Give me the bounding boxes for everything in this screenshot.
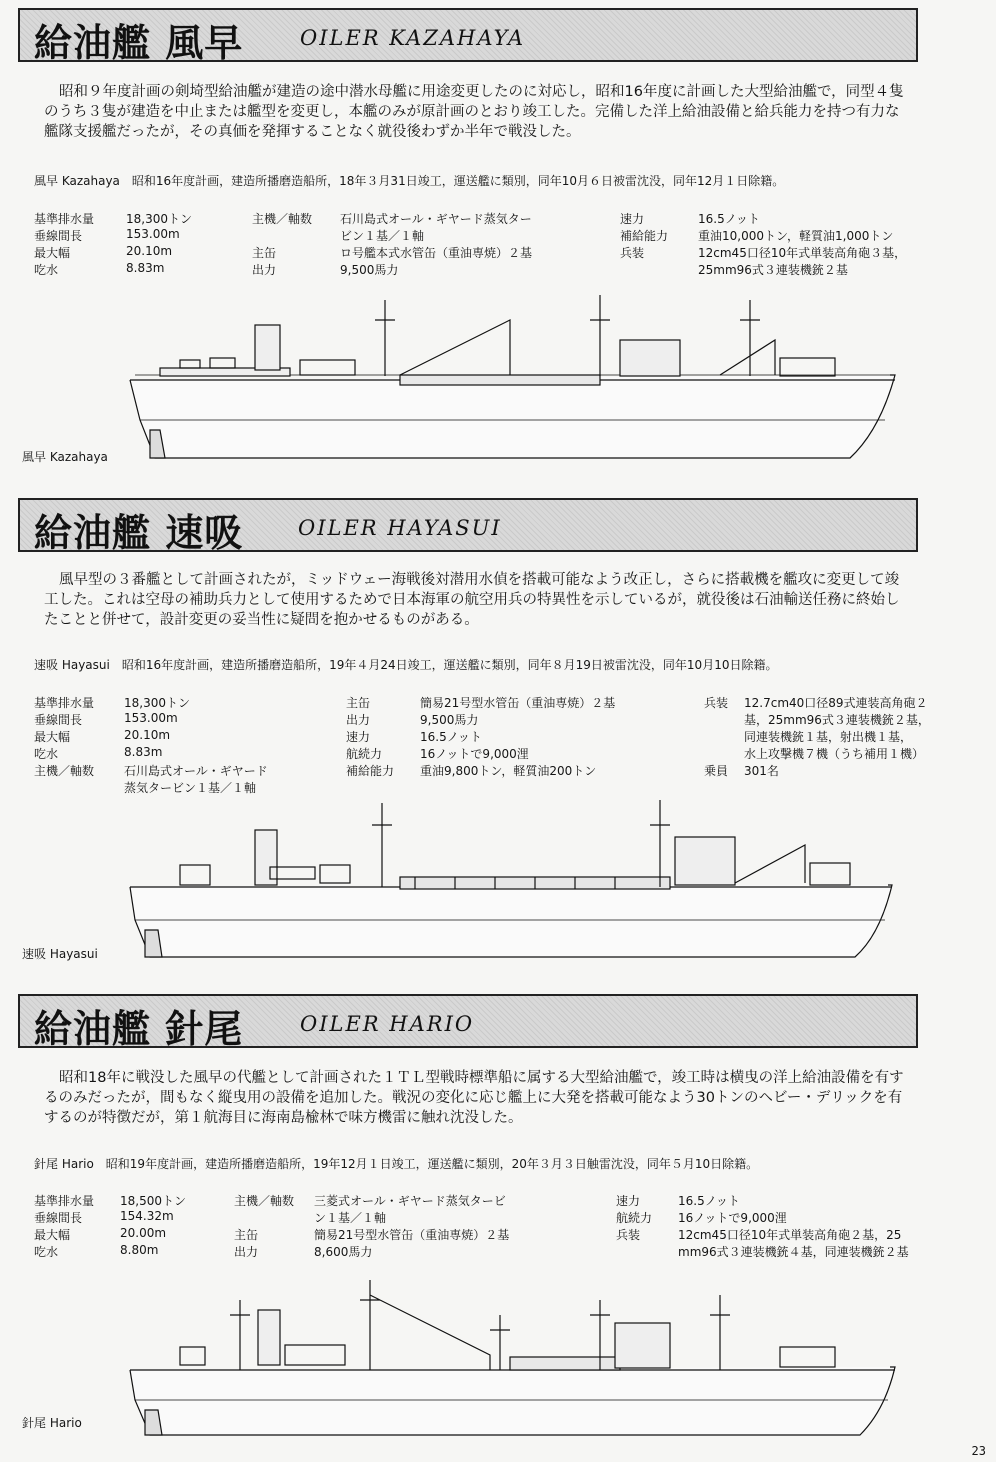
spec-label: 乗員 bbox=[704, 764, 729, 778]
ship-profile-drawing bbox=[120, 1275, 920, 1450]
spec-value: 石川島式オール・ギヤード蒸気ター bbox=[340, 212, 532, 226]
spec-value: 蒸気タービン１基／１軸 bbox=[124, 781, 257, 795]
spec-label: 吃水 bbox=[34, 263, 59, 277]
spec-value: 重油9,800トン，軽質油200トン bbox=[420, 764, 597, 778]
service-record: 風早 Kazahaya 昭和16年度計画，建造所播磨造船所，18年３月31日竣工，運送艦に類別，同年10月６日被雷沈没，同年12月１日除籍。 bbox=[34, 174, 785, 188]
spec-value: 水上攻撃機７機（うち補用１機） bbox=[744, 747, 925, 761]
spec-label: 垂線間長 bbox=[34, 229, 83, 243]
spec-label: 主缶 bbox=[252, 246, 277, 260]
spec-value: 9,500馬力 bbox=[340, 263, 399, 277]
spec-label: 垂線間長 bbox=[34, 1211, 83, 1225]
spec-label: 兵装 bbox=[616, 1228, 641, 1242]
ship-profile-drawing bbox=[120, 280, 920, 470]
spec-label: 速力 bbox=[346, 730, 371, 744]
spec-value: 12.7cm40口径89式連装高角砲２ bbox=[744, 696, 928, 710]
spec-label: 基準排水量 bbox=[34, 212, 95, 226]
spec-value: 16.5ノット bbox=[420, 730, 482, 744]
spec-label: 速力 bbox=[616, 1194, 641, 1208]
spec-label: 最大幅 bbox=[34, 246, 71, 260]
spec-label: 出力 bbox=[346, 713, 371, 727]
intro-paragraph: 昭和９年度計画の剣埼型給油艦が建造の途中潜水母艦に用途変更したのに対応し，昭和16年度に計画した大型給油艦で，同型４隻のうち３隻が建造を中止または艦型を変更し，本艦のみが原計画のとおり竣工した。完備した洋上給油設備と給兵能力を持つ有力な艦隊支援艦だったが，その真価を発揮することなく就役後わずか半年で戦没した。 bbox=[44, 84, 904, 140]
spec-value: 25mm96式３連装機銃２基 bbox=[698, 263, 848, 277]
spec-value: 同連装機銃１基，射出機１基， bbox=[744, 730, 913, 744]
spec-value: mm96式３連装機銃４基，同連装機銃２基 bbox=[678, 1245, 909, 1259]
spec-value: 基，25mm96式３連装機銃２基， bbox=[744, 713, 930, 727]
spec-value: 16.5ノット bbox=[698, 212, 760, 226]
spec-label: 基準排水量 bbox=[34, 1194, 95, 1208]
spec-label: 速力 bbox=[620, 212, 645, 226]
spec-label: 航続力 bbox=[616, 1211, 653, 1225]
spec-label: 主缶 bbox=[346, 696, 371, 710]
spec-label: 吃水 bbox=[34, 747, 59, 761]
spec-value: 12cm45口径10年式単装高角砲２基，25 bbox=[678, 1228, 902, 1242]
intro-paragraph: 風早型の３番艦として計画されたが，ミッドウェー海戦後対潜用水偵を搭載可能なよう改正し，さらに搭載機を艦攻に変更して竣工した。これは空母の補助兵力として使用するためで日本海軍の航空用兵の特異性を示しているが，就役後は石油輸送任務に終始したことと併せて，設計変更の妥当性に疑問を抱かせるものがある。 bbox=[44, 572, 900, 628]
drawing-caption: 速吸 Hayasui bbox=[22, 947, 98, 961]
spec-value: 153.00m bbox=[126, 227, 180, 241]
spec-label: 兵装 bbox=[620, 246, 645, 260]
spec-value: 16ノットで9,000浬 bbox=[420, 747, 529, 761]
spec-value: 重油10,000トン，軽質油1,000トン bbox=[698, 229, 894, 243]
spec-label: 主機／軸数 bbox=[34, 764, 95, 778]
spec-label: 兵装 bbox=[704, 696, 729, 710]
section-title-en: OILER KAZAHAYA bbox=[300, 26, 526, 50]
spec-value: 9,500馬力 bbox=[420, 713, 479, 727]
spec-value: ロ号艦本式水管缶（重油専焼）２基 bbox=[340, 246, 533, 260]
section-title-banner bbox=[18, 498, 918, 555]
spec-value: 8,600馬力 bbox=[314, 1245, 373, 1259]
spec-value: 153.00m bbox=[124, 711, 178, 725]
spec-value: 8.80m bbox=[120, 1243, 159, 1257]
spec-value: 301名 bbox=[744, 764, 779, 778]
spec-value: ン１基／１軸 bbox=[314, 1211, 387, 1225]
section-title-jp: 給油艦 針尾 bbox=[34, 1007, 244, 1051]
spec-value: 8.83m bbox=[124, 745, 163, 759]
spec-label: 出力 bbox=[234, 1245, 259, 1259]
spec-value: 8.83m bbox=[126, 261, 165, 275]
spec-value: 三菱式オール・ギヤード蒸気タービ bbox=[314, 1194, 506, 1208]
spec-label: 主缶 bbox=[234, 1228, 259, 1242]
spec-value: 12cm45口径10年式単装高角砲３基， bbox=[698, 246, 907, 260]
spec-value: 石川島式オール・ギヤード bbox=[124, 764, 268, 778]
spec-label: 最大幅 bbox=[34, 1228, 71, 1242]
spec-label: 垂線間長 bbox=[34, 713, 83, 727]
service-record: 速吸 Hayasui 昭和16年度計画，建造所播磨造船所，19年４月24日竣工，運送艦に類別，同年８月19日被雷沈没，同年10月10日除籍。 bbox=[34, 658, 778, 672]
spec-value: ビン１基／１軸 bbox=[340, 229, 425, 243]
spec-label: 吃水 bbox=[34, 1245, 59, 1259]
section-title-banner bbox=[18, 994, 918, 1051]
section-title-en: OILER HAYASUI bbox=[298, 516, 502, 540]
spec-label: 補給能力 bbox=[620, 229, 669, 243]
spec-label: 基準排水量 bbox=[34, 696, 95, 710]
spec-value: 154.32m bbox=[120, 1209, 174, 1223]
drawing-caption: 風早 Kazahaya bbox=[22, 450, 108, 464]
section-title-banner bbox=[18, 8, 918, 65]
spec-label: 出力 bbox=[252, 263, 277, 277]
spec-value: 20.10m bbox=[126, 244, 173, 258]
page-number: 23 bbox=[971, 1444, 986, 1458]
spec-label: 主機／軸数 bbox=[234, 1194, 295, 1208]
spec-value: 16.5ノット bbox=[678, 1194, 740, 1208]
section-title-jp: 給油艦 風早 bbox=[34, 21, 244, 65]
spec-label: 航続力 bbox=[346, 747, 383, 761]
spec-value: 18,300トン bbox=[126, 212, 192, 226]
spec-value: 18,300トン bbox=[124, 696, 190, 710]
intro-paragraph: 昭和18年に戦没した風早の代艦として計画された１ＴＬ型戦時標準船に属する大型給油艦で，竣工時は横曳の洋上給油設備を有するのみだったが，間もなく縦曳用の設備を追加した。戦況の変化に応じ艦上に大発を搭載可能なよう30トンのヘビー・デリックを有するのが特徴だが，第１航海目に海南島楡林で味方機雷に触れ沈没した。 bbox=[44, 1070, 904, 1126]
spec-label: 補給能力 bbox=[346, 764, 395, 778]
service-record: 針尾 Hario 昭和19年度計画，建造所播磨造船所，19年12月１日竣工，運送艦に類別，20年３月３日触雷沈没，同年５月10日除籍。 bbox=[34, 1157, 759, 1171]
spec-value: 20.10m bbox=[124, 728, 171, 742]
spec-value: 20.00m bbox=[120, 1226, 167, 1240]
spec-label: 最大幅 bbox=[34, 730, 71, 744]
spec-value: 18,500トン bbox=[120, 1194, 186, 1208]
drawing-caption: 針尾 Hario bbox=[22, 1416, 82, 1430]
section-title-en: OILER HARIO bbox=[300, 1012, 475, 1036]
spec-label: 主機／軸数 bbox=[252, 212, 313, 226]
spec-value: 簡易21号型水管缶（重油専焼）２基 bbox=[420, 696, 616, 710]
spec-value: 16ノットで9,000浬 bbox=[678, 1211, 787, 1225]
spec-value: 簡易21号型水管缶（重油専焼）２基 bbox=[314, 1228, 510, 1242]
ship-profile-drawing bbox=[120, 795, 920, 970]
section-title-jp: 給油艦 速吸 bbox=[34, 511, 244, 555]
